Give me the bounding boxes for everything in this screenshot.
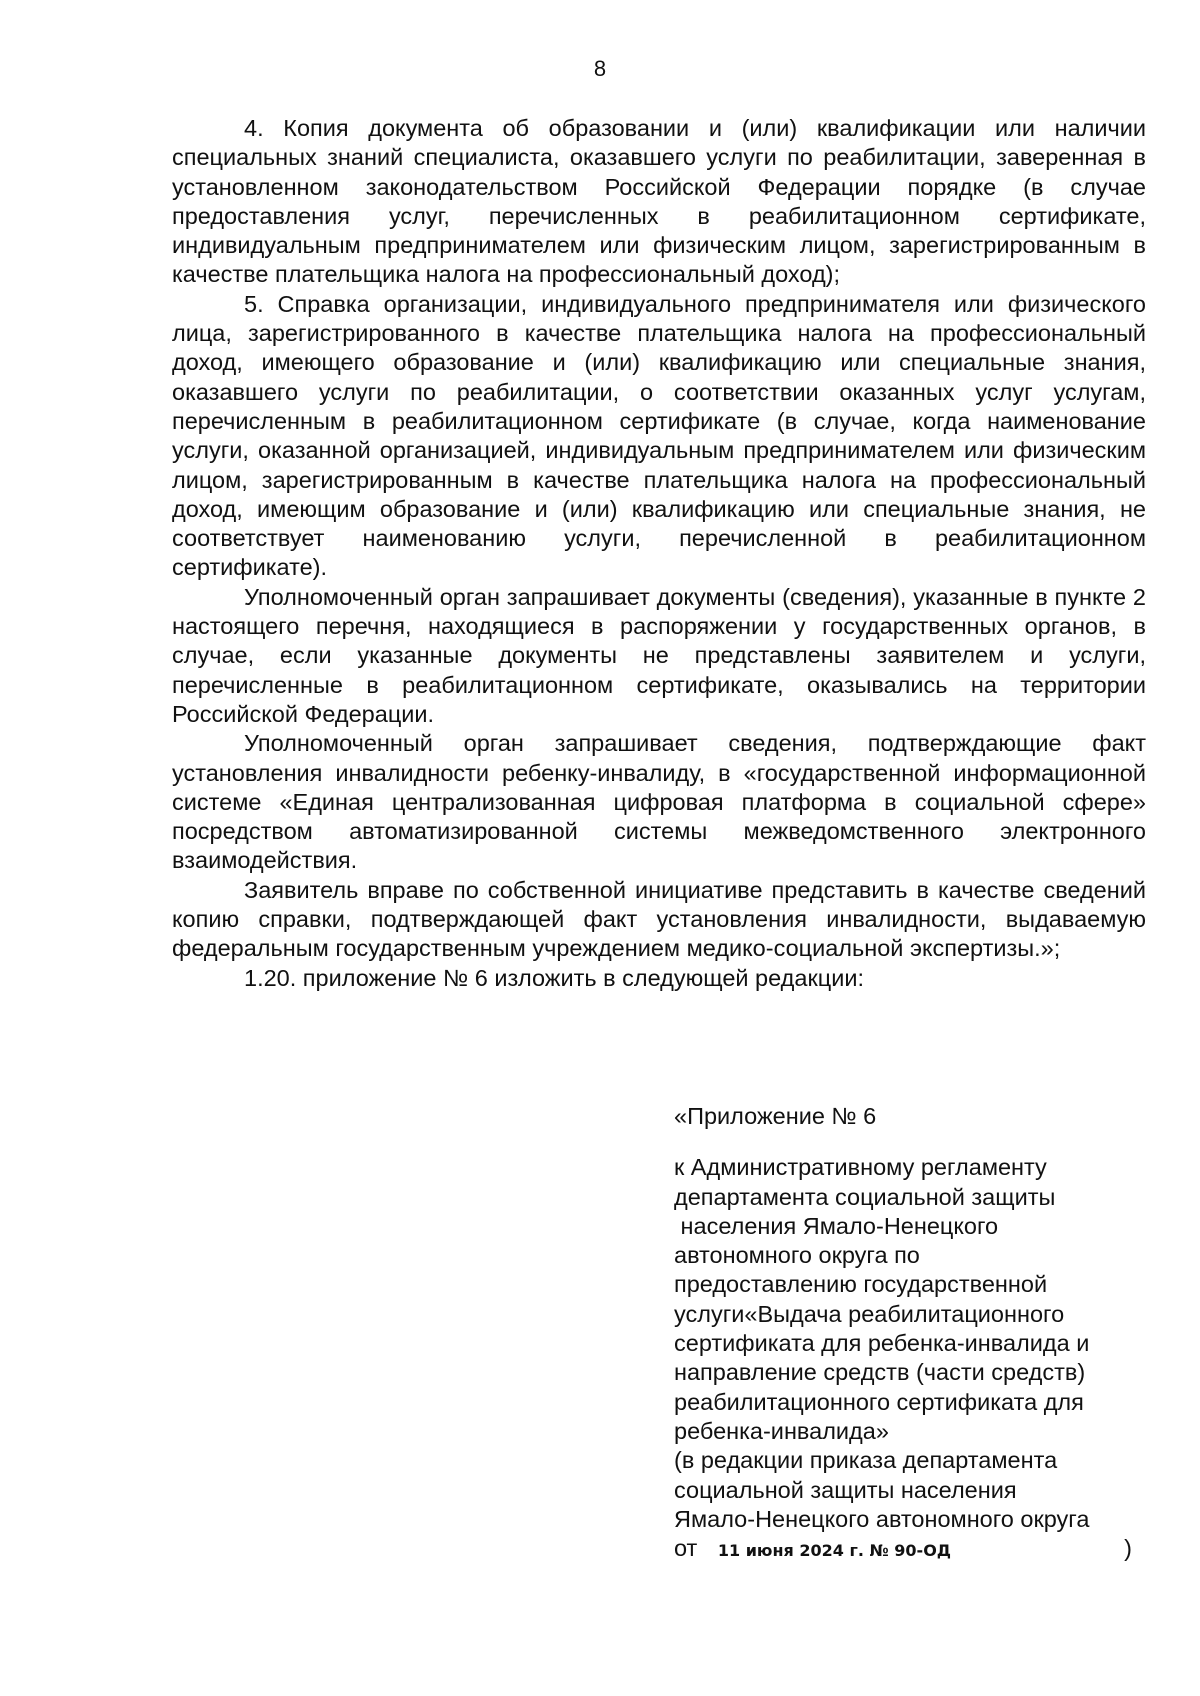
date-prefix: от bbox=[674, 1535, 698, 1562]
appendix-line: департамента социальной защиты bbox=[674, 1183, 1056, 1210]
document-body bbox=[172, 114, 1146, 993]
paragraph-request-documents: Уполномоченный орган запрашивает документы (сведения), указанные в пункте 2 настоящего перечня, находящиеся в распоряжении у государственных органов, в случае, если указанные документы не представлены заявителем и услуги, перечисленные в реабилитационном сертификате, оказывались на территории Российской Федерации. bbox=[172, 583, 1146, 727]
appendix-line: направление средств (части средств) bbox=[674, 1359, 1086, 1386]
appendix-header-block bbox=[674, 1102, 1150, 1565]
appendix-line: сертификата для ребенка-инвалида и bbox=[674, 1330, 1090, 1357]
paragraph-amendment-1-20: 1.20. приложение № 6 изложить в следующей редакции: bbox=[244, 964, 864, 991]
appendix-title: «Приложение № 6 bbox=[674, 1103, 877, 1129]
page-number: 8 bbox=[593, 56, 607, 81]
appendix-line: Ямало-Ненецкого автономного округа bbox=[674, 1505, 1090, 1532]
appendix-line: автономного округа по bbox=[674, 1242, 920, 1269]
appendix-line: социальной защиты населения bbox=[674, 1476, 1017, 1503]
appendix-line: (в редакции приказа департамента bbox=[674, 1447, 1058, 1474]
appendix-date-line bbox=[674, 1534, 1150, 1565]
appendix-line: предоставлению государственной bbox=[674, 1271, 1048, 1298]
paragraph-item-5: 5. Справка организации, индивидуального предпринимателя или физического лица, зарегистрированного в качестве плательщика налога на профессиональный доход, имеющего образование и (или) квалификацию или специальные знания, оказавшего услуги по реабилитации, о соответствии оказанных услуг услугам, перечисленным в реабилитационном сертификате (в случае, когда наименование услуги, оказанной организацией, индивидуальным предпринимателем или физическим лицом, зарегистрированным в качестве плательщика налога на профессиональный доход, имеющим образование и (или) квалификацию или специальные знания, не соответствует наименованию услуги, перечисленной в реабилитационном сертификате). bbox=[172, 290, 1146, 581]
appendix-line: ребенка-инвалида» bbox=[674, 1417, 889, 1444]
appendix-line: населения Ямало-Ненецкого bbox=[674, 1212, 999, 1239]
appendix-line: к Административному регламенту bbox=[674, 1154, 1047, 1181]
paragraph-applicant-right: Заявитель вправе по собственной инициативе представить в качестве сведений копию справки, подтверждающей факт установления инвалидности, выдаваемую федеральным государственным учреждением медико-социальной экспертизы.»; bbox=[172, 876, 1146, 962]
order-reference: 11 июня 2024 г. № 90-ОД bbox=[717, 1541, 952, 1561]
appendix-line: услуги«Выдача реабилитационного bbox=[674, 1300, 1065, 1327]
paragraph-item-4: 4. Копия документа об образовании и (или) квалификации или наличии специальных знаний специалиста, оказавшего услуги по реабилитации, заверенная в установленном законодательством Российской Федерации порядке (в случае предоставления услуг, перечисленных в реабилитационном сертификате, индивидуальным предпринимателем или физическим лицом, зарегистрированным в качестве плательщика налога на профессиональный доход); bbox=[172, 115, 1146, 288]
appendix-line: реабилитационного сертификата для bbox=[674, 1388, 1084, 1415]
paragraph-request-disability-info: Уполномоченный орган запрашивает сведения, подтверждающие факт установления инвалидности ребенку-инвалиду, в «государственной информационной системе «Единая централизованная цифровая платформа в социальной сфере» посредством автоматизированной системы межведомственного электронного взаимодействия. bbox=[172, 730, 1146, 874]
closing-parenthesis: ) bbox=[1124, 1535, 1132, 1562]
